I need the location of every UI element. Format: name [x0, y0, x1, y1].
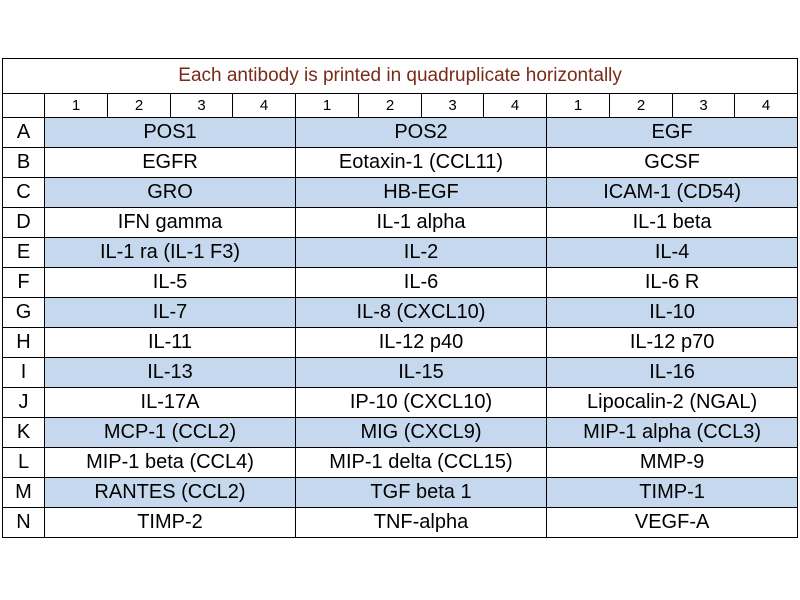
- antibody-cell: IL-7: [45, 298, 296, 328]
- row-label: M: [3, 478, 45, 508]
- row-label: E: [3, 238, 45, 268]
- antibody-cell: TGF beta 1: [296, 478, 547, 508]
- table-row: [3, 148, 798, 178]
- table-row: [3, 358, 798, 388]
- row-label: A: [3, 118, 45, 148]
- antibody-cell: MIP-1 alpha (CCL3): [547, 418, 798, 448]
- row-label: B: [3, 148, 45, 178]
- antibody-cell: IL-8 (CXCL10): [296, 298, 547, 328]
- antibody-cell: IL-6: [296, 268, 547, 298]
- antibody-cell: TNF-alpha: [296, 508, 547, 538]
- antibody-cell: POS2: [296, 118, 547, 148]
- row-label: J: [3, 388, 45, 418]
- antibody-cell: EGFR: [45, 148, 296, 178]
- antibody-cell: Lipocalin-2 (NGAL): [547, 388, 798, 418]
- row-label: F: [3, 268, 45, 298]
- row-label: K: [3, 418, 45, 448]
- antibody-cell: ICAM-1 (CD54): [547, 178, 798, 208]
- antibody-cell: MMP-9: [547, 448, 798, 478]
- row-label: C: [3, 178, 45, 208]
- table-row: [3, 238, 798, 268]
- column-number: 3: [673, 94, 735, 118]
- table-row: [3, 298, 798, 328]
- antibody-cell: IFN gamma: [45, 208, 296, 238]
- table-row: [3, 448, 798, 478]
- antibody-cell: MIP-1 beta (CCL4): [45, 448, 296, 478]
- antibody-cell: GRO: [45, 178, 296, 208]
- antibody-cell: RANTES (CCL2): [45, 478, 296, 508]
- row-label: H: [3, 328, 45, 358]
- antibody-cell: IL-6 R: [547, 268, 798, 298]
- antibody-array-map-table: [2, 58, 798, 538]
- column-number: 2: [359, 94, 422, 118]
- corner-cell: [3, 94, 45, 118]
- antibody-cell: IL-1 ra (IL-1 F3): [45, 238, 296, 268]
- antibody-cell: IL-2: [296, 238, 547, 268]
- antibody-cell: IL-4: [547, 238, 798, 268]
- antibody-cell: EGF: [547, 118, 798, 148]
- row-label: N: [3, 508, 45, 538]
- table-row: [3, 478, 798, 508]
- row-label: D: [3, 208, 45, 238]
- antibody-cell: POS1: [45, 118, 296, 148]
- column-number: 4: [233, 94, 296, 118]
- antibody-cell: GCSF: [547, 148, 798, 178]
- antibody-cell: IL-1 beta: [547, 208, 798, 238]
- antibody-cell: Eotaxin-1 (CCL11): [296, 148, 547, 178]
- row-label: L: [3, 448, 45, 478]
- antibody-cell: IL-13: [45, 358, 296, 388]
- column-number: 4: [735, 94, 798, 118]
- table-row: [3, 208, 798, 238]
- table-row: [3, 268, 798, 298]
- title-row: [3, 59, 798, 94]
- column-number: 3: [422, 94, 484, 118]
- table-row: [3, 178, 798, 208]
- table-row: [3, 388, 798, 418]
- antibody-cell: VEGF-A: [547, 508, 798, 538]
- column-number-row: [3, 94, 798, 118]
- column-number: 1: [547, 94, 610, 118]
- row-label: G: [3, 298, 45, 328]
- antibody-cell: IL-5: [45, 268, 296, 298]
- antibody-cell: IL-11: [45, 328, 296, 358]
- antibody-cell: IL-12 p70: [547, 328, 798, 358]
- antibody-cell: MIP-1 delta (CCL15): [296, 448, 547, 478]
- antibody-cell: IL-10: [547, 298, 798, 328]
- column-number: 3: [171, 94, 233, 118]
- table-row: [3, 508, 798, 538]
- antibody-cell: IL-17A: [45, 388, 296, 418]
- antibody-cell: IL-12 p40: [296, 328, 547, 358]
- table-row: [3, 118, 798, 148]
- antibody-cell: MIG (CXCL9): [296, 418, 547, 448]
- antibody-cell: HB-EGF: [296, 178, 547, 208]
- column-number: 4: [484, 94, 547, 118]
- antibody-cell: IP-10 (CXCL10): [296, 388, 547, 418]
- antibody-cell: IL-15: [296, 358, 547, 388]
- table-title: Each antibody is printed in quadruplicate horizontally: [3, 59, 798, 94]
- table-row: [3, 328, 798, 358]
- column-number: 2: [108, 94, 171, 118]
- antibody-cell: MCP-1 (CCL2): [45, 418, 296, 448]
- antibody-cell: IL-16: [547, 358, 798, 388]
- column-number: 1: [45, 94, 108, 118]
- antibody-cell: TIMP-2: [45, 508, 296, 538]
- table-row: [3, 418, 798, 448]
- antibody-cell: TIMP-1: [547, 478, 798, 508]
- antibody-cell: IL-1 alpha: [296, 208, 547, 238]
- row-label: I: [3, 358, 45, 388]
- column-number: 1: [296, 94, 359, 118]
- column-number: 2: [610, 94, 673, 118]
